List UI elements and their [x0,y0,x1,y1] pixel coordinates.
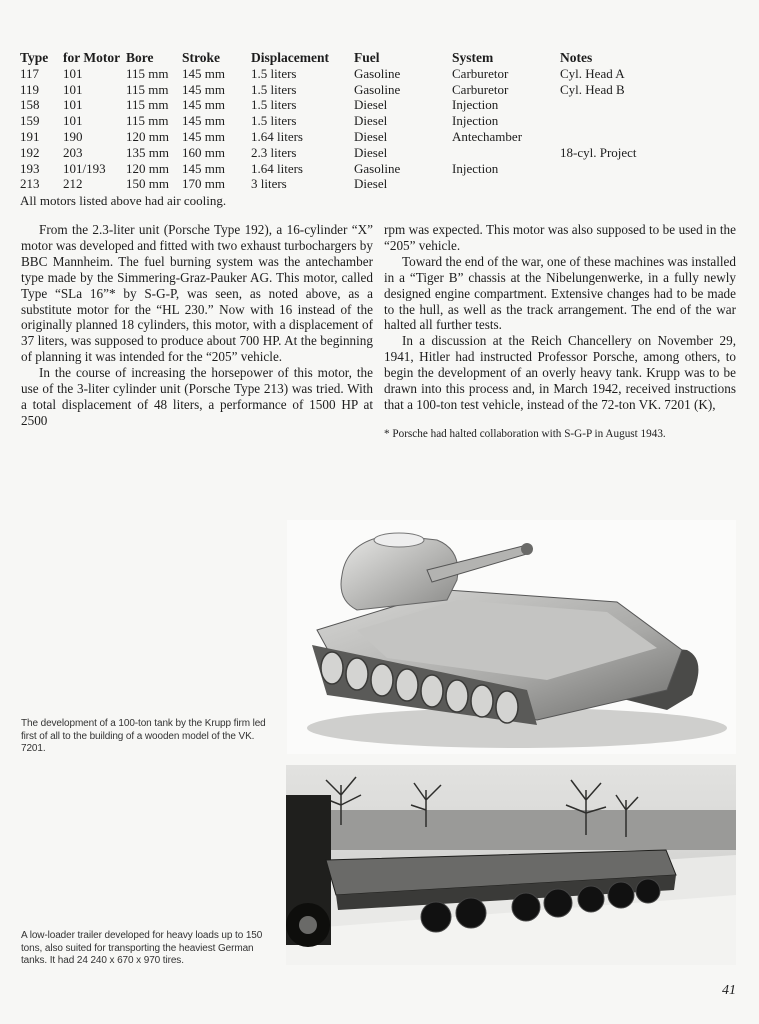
table-cell: 191 [20,128,40,144]
column-header: Notes [560,50,593,65]
table-cell: Injection [452,113,499,129]
table-cell: 120 mm [126,160,169,176]
table-cell: 1.5 liters [251,97,297,113]
table-cell: Diesel [354,113,388,129]
table-row [20,161,700,177]
table-cell: 145 mm [182,65,225,81]
table-header-row [20,50,700,66]
page-number: 41 [722,983,736,998]
table-cell: 159 [20,113,40,129]
column-header: Displacement [251,50,329,65]
table-cell: Cyl. Head A [560,65,625,81]
body-column-right [384,222,736,413]
photo-caption: The development of a 100-ton tank by the Krupp firm led first of all to the building of a wooden model of the VK. 7201. [21,718,266,754]
table-cell: 1.64 liters [251,128,303,144]
table-row [20,66,700,82]
table-cell: 170 mm [182,176,225,192]
table-cell: Gasoline [354,160,401,176]
column-header: Stroke [182,50,221,65]
table-cell: 145 mm [182,160,225,176]
column-header: Bore [126,50,154,65]
table-cell [560,97,700,113]
table-cell: Antechamber [452,128,523,144]
table-cell [560,176,700,192]
table-cell: 2.3 liters [251,144,297,160]
table-cell: 1.64 liters [251,160,303,176]
table-cell: 101 [63,81,83,97]
table-cell: 145 mm [182,81,225,97]
table-cell: 120 mm [126,128,169,144]
photo-caption: A low-loader trailer developed for heavy loads up to 150 tons, also suited for transporting the heaviest German tanks. It had 24 240 x 670 x 970 tires. [21,930,263,966]
tank-model-photo [287,520,736,754]
table-cell: Diesel [354,97,388,113]
column-header: for Motor [63,50,121,65]
table-cell: 135 mm [126,144,169,160]
table-row [20,82,700,98]
paragraph: Toward the end of the war, one of these machines was installed in a “Tiger B” chassis at the Nibelungenwerke, in a fully newly designed engine compartment. Extensive changes had to be made to the hull, as well as the track arrangement. The end of the war halted all further tests. [384,253,736,333]
table-cell: 145 mm [182,128,225,144]
column-header: Fuel [354,50,380,65]
table-cell: 101 [63,65,83,81]
table-row [20,113,700,129]
table-cell [452,176,560,192]
footnote: * Porsche had halted collaboration with S-G-P in August 1943. [384,428,666,440]
table-cell: 115 mm [126,97,169,113]
paragraph: From the 2.3-liter unit (Porsche Type 192), a 16-cylinder “X” motor was developed and fitted with two exhaust turbochargers by BBC Mannheim. The fuel burning system was the antechamber type made by the Simmering-Graz-Pauker AG. This motor, called Type “SLa 16”* by S-G-P, was seen, as noted above, as a substitute motor for the “HL 230.” Now with 16 instead of the originally planned 18 cylinders, this motor, with a displacement of 37 liters, was supposed to produce about 700 HP. At the beginning of planning it was intended for the “205” vehicle. [21,222,373,365]
table-cell: 115 mm [126,81,169,97]
table-row [20,97,700,113]
table-cell: 101 [63,113,83,129]
body-column-left [21,222,373,429]
table-cell: 192 [20,144,40,160]
table-cell: 18-cyl. Project [560,144,637,160]
table-cell: 145 mm [182,113,225,129]
table-cell: 1.5 liters [251,81,297,97]
table-footnote: All motors listed above had air cooling. [20,193,227,209]
table-cell: 213 [20,176,40,192]
table-row [20,129,700,145]
table-cell: Gasoline [354,65,401,81]
table-cell: Carburetor [452,81,509,97]
table-cell: 1.5 liters [251,113,297,129]
engine-spec-table [20,50,720,209]
table-cell: 145 mm [182,97,225,113]
table-row [20,145,700,161]
table-cell: Diesel [354,128,388,144]
trailer-photo [286,765,736,965]
column-header: System [452,50,494,65]
table-cell: 150 mm [126,176,169,192]
table-cell: 101/193 [63,160,106,176]
table-cell [560,161,700,177]
table-cell [560,113,700,129]
table-cell: 203 [63,144,83,160]
table-cell [452,145,560,161]
table-cell: 193 [20,160,40,176]
table-cell: 3 liters [251,176,287,192]
table-cell: 115 mm [126,65,169,81]
paragraph: In a discussion at the Reich Chancellery on November 29, 1941, Hitler had instructed Professor Porsche, among others, to begin the development of an overly heavy tank. Krupp was to be drawn into this process and, in March 1942, received instructions that a 100-ton test vehicle, instead of the 72-ton VK. 7201 (K), [384,333,736,412]
table-cell: Carburetor [452,65,509,81]
table-cell: Injection [452,97,499,113]
table-cell: 117 [20,65,40,81]
table-cell: 160 mm [182,144,225,160]
table-cell: Cyl. Head B [560,81,625,97]
table-cell: Gasoline [354,81,401,97]
table-cell: 1.5 liters [251,65,297,81]
paragraph: rpm was expected. This motor was also supposed to be used in the “205” vehicle. [384,222,736,253]
table-cell: Diesel [354,144,388,160]
table-cell: 101 [63,97,83,113]
table-cell: 190 [63,128,83,144]
table-cell: 115 mm [126,113,169,129]
table-cell: 158 [20,97,40,113]
table-cell: 212 [63,176,83,192]
paragraph: In the course of increasing the horsepower of this motor, the use of the 3-liter cylinder unit (Porsche Type 213) was tried. With a total displacement of 48 liters, a performance of 1500 HP at 2500 [21,365,373,428]
table-row [20,176,700,192]
table-cell: 119 [20,81,40,97]
table-cell: Injection [452,160,499,176]
table-cell [560,129,700,145]
column-header: Type [20,50,49,65]
table-cell: Diesel [354,176,388,192]
